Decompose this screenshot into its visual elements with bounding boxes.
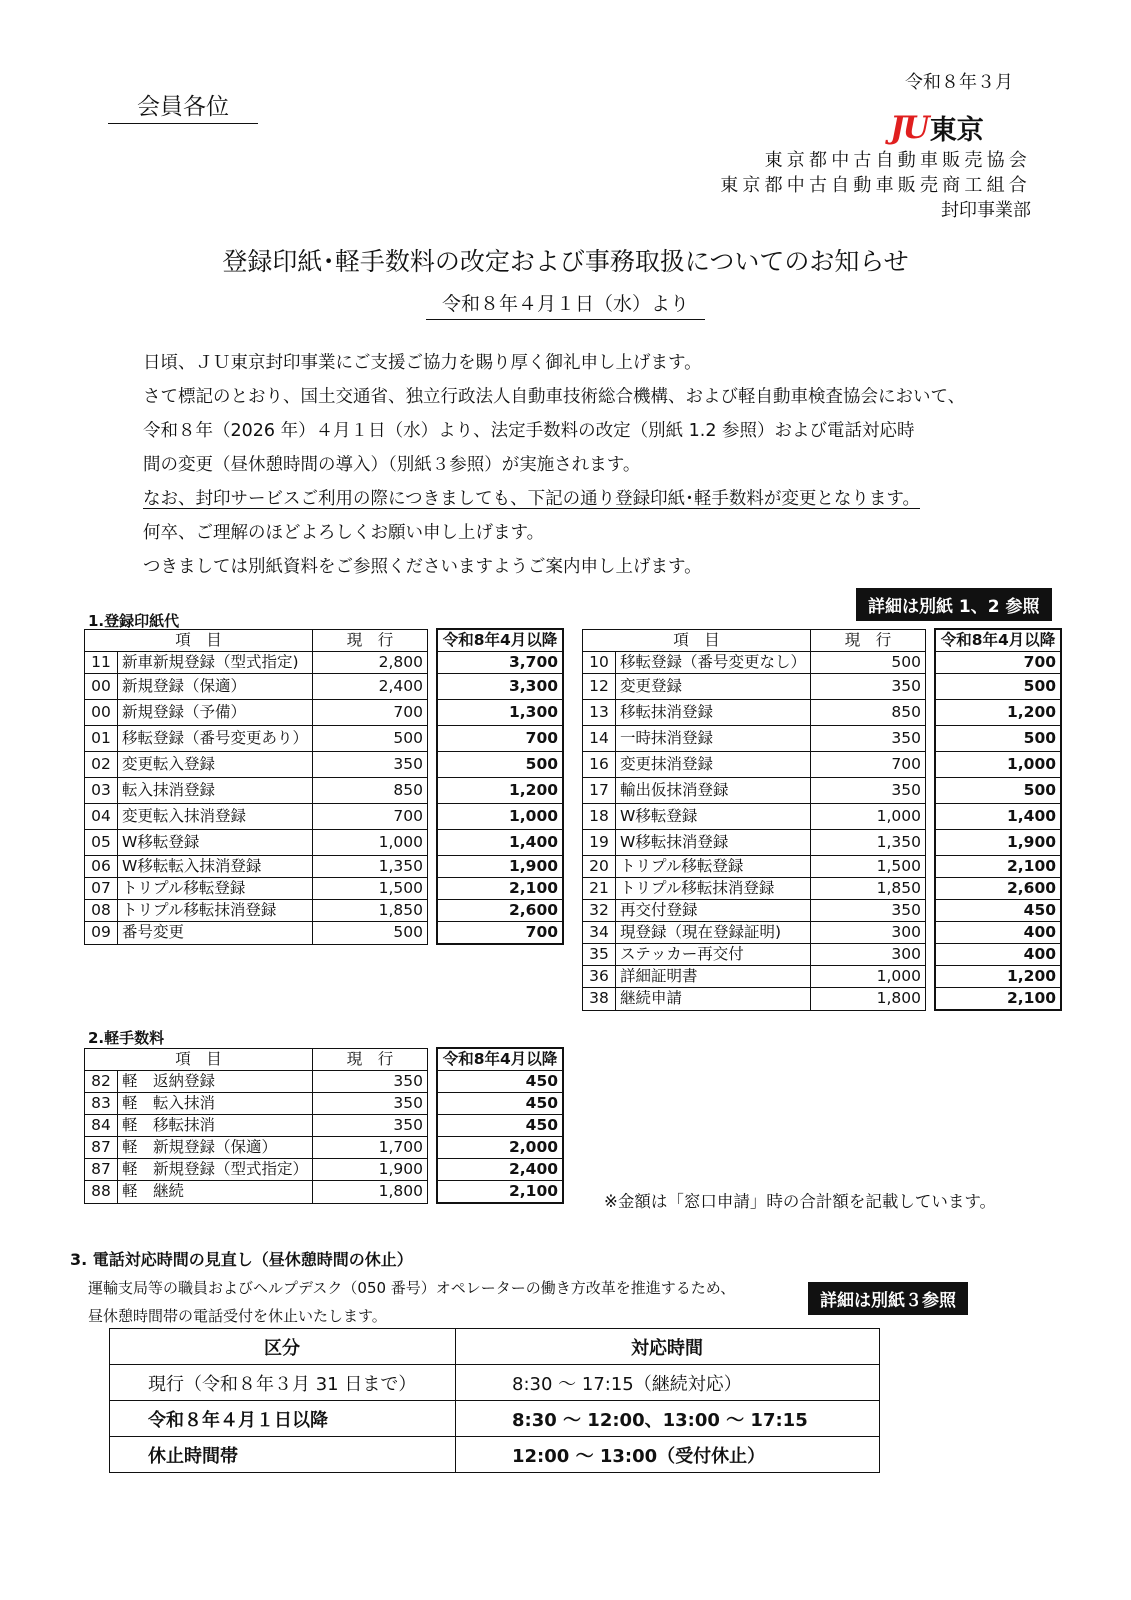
row-code: 00 <box>85 700 118 726</box>
row-new: 1,000 <box>935 752 1061 778</box>
row-new: 2,100 <box>437 878 563 900</box>
table-row <box>583 726 1062 752</box>
row-new: 2,100 <box>935 856 1061 878</box>
table-row <box>85 878 564 900</box>
row-name: 変更抹消登録 <box>616 752 811 778</box>
table-row <box>85 1071 564 1093</box>
row-new: 450 <box>437 1071 563 1093</box>
table-row <box>583 944 1062 966</box>
row-current: 1,350 <box>313 856 428 878</box>
table-row <box>583 752 1062 778</box>
row-new: 1,200 <box>935 700 1061 726</box>
row-new: 500 <box>935 778 1061 804</box>
row-category: 現行（令和８年３月 31 日まで） <box>110 1365 456 1401</box>
row-new: 2,600 <box>437 900 563 922</box>
table-row <box>583 922 1062 944</box>
table-row <box>85 752 564 778</box>
header-current: 現 行 <box>313 1048 428 1071</box>
row-name: 変更転入抹消登録 <box>118 804 313 830</box>
table-row <box>583 878 1062 900</box>
table-header-row <box>110 1329 880 1365</box>
row-name: トリプル移転登録 <box>118 878 313 900</box>
effective-date: 令和８年４月１日（水）より <box>426 289 705 320</box>
row-hours: 8:30 ～ 17:15（継続対応） <box>456 1365 880 1401</box>
header-item: 項 目 <box>85 629 313 652</box>
row-new: 2,000 <box>437 1137 563 1159</box>
row-current: 1,800 <box>811 988 926 1011</box>
row-new: 2,600 <box>935 878 1061 900</box>
row-name: 移転登録（番号変更なし） <box>616 652 811 674</box>
row-name: 詳細証明書 <box>616 966 811 988</box>
row-code: 87 <box>85 1137 118 1159</box>
row-code: 34 <box>583 922 616 944</box>
table-row <box>85 856 564 878</box>
table-row <box>85 1093 564 1115</box>
header-hours: 対応時間 <box>456 1329 880 1365</box>
row-new: 450 <box>935 900 1061 922</box>
row-current: 350 <box>313 1093 428 1115</box>
row-new: 1,400 <box>935 804 1061 830</box>
row-current: 700 <box>313 804 428 830</box>
table-row <box>583 988 1062 1011</box>
body-line-underlined <box>143 482 1043 516</box>
row-current: 500 <box>811 652 926 674</box>
row-new: 700 <box>437 726 563 752</box>
body-line: さて標記のとおり、国土交通省、独立行政法人自動車技術総合機構、および軽自動車検査協会において、 <box>143 387 966 407</box>
row-current: 1,000 <box>313 830 428 856</box>
row-code: 02 <box>85 752 118 778</box>
table-row <box>583 778 1062 804</box>
row-name: 変更転入登録 <box>118 752 313 778</box>
table-row <box>85 652 564 674</box>
row-current: 1,500 <box>313 878 428 900</box>
table-header-row <box>85 1048 564 1071</box>
table-row <box>583 966 1062 988</box>
body-line: 間の変更（昼休憩時間の導入）（別紙３参照）が実施されます。 <box>143 455 641 475</box>
subtitle-wrap <box>0 289 1131 320</box>
row-current: 1,350 <box>811 830 926 856</box>
row-name: 軽 新規登録（保適） <box>118 1137 313 1159</box>
row-current: 700 <box>313 700 428 726</box>
detail-badge-1: 詳細は別紙 1、2 参照 <box>856 588 1052 621</box>
header-category: 区分 <box>110 1329 456 1365</box>
table-row <box>110 1437 880 1473</box>
row-new: 2,400 <box>437 1159 563 1181</box>
phone-hours-table <box>109 1328 880 1473</box>
row-name: 移転登録（番号変更あり） <box>118 726 313 752</box>
row-name: 軽 転入抹消 <box>118 1093 313 1115</box>
row-new: 500 <box>935 674 1061 700</box>
row-code: 38 <box>583 988 616 1011</box>
row-code: 18 <box>583 804 616 830</box>
header-new: 令和8年4月以降 <box>437 1048 563 1071</box>
row-current: 2,800 <box>313 652 428 674</box>
row-name: トリプル移転抹消登録 <box>118 900 313 922</box>
row-new: 450 <box>437 1115 563 1137</box>
underlined-text: なお、封印サービスご利用の際につきましても、下記の通り登録印紙･軽手数料が変更となります。 <box>143 489 920 509</box>
row-name: 転入抹消登録 <box>118 778 313 804</box>
org-name-2: 東京都中古自動車販売商工組合 <box>720 175 1031 196</box>
row-code: 03 <box>85 778 118 804</box>
row-new: 3,700 <box>437 652 563 674</box>
row-hours: 12:00 ～ 13:00（受付休止） <box>456 1437 880 1473</box>
row-name: 一時抹消登録 <box>616 726 811 752</box>
row-hours: 8:30 ～ 12:00、13:00 ～ 17:15 <box>456 1401 880 1437</box>
row-code: 12 <box>583 674 616 700</box>
body-line: つきましては別紙資料をご参照くださいますようご案内申し上げます。 <box>143 557 702 577</box>
row-new: 1,400 <box>437 830 563 856</box>
row-new: 500 <box>935 726 1061 752</box>
row-code: 05 <box>85 830 118 856</box>
row-code: 11 <box>85 652 118 674</box>
row-current: 700 <box>811 752 926 778</box>
table-row <box>583 700 1062 726</box>
row-name: W移転転入抹消登録 <box>118 856 313 878</box>
row-code: 06 <box>85 856 118 878</box>
row-name: 再交付登録 <box>616 900 811 922</box>
row-name: トリプル移転抹消登録 <box>616 878 811 900</box>
table-header-row <box>583 629 1062 652</box>
row-current: 850 <box>313 778 428 804</box>
table-row <box>85 726 564 752</box>
row-current: 1,900 <box>313 1159 428 1181</box>
row-current: 1,500 <box>811 856 926 878</box>
row-name: 輸出仮抹消登録 <box>616 778 811 804</box>
table-row <box>85 700 564 726</box>
row-new: 2,100 <box>935 988 1061 1011</box>
section-2-label: 2.軽手数料 <box>88 1029 165 1047</box>
table-row <box>583 856 1062 878</box>
row-new: 700 <box>437 922 563 945</box>
table-row <box>110 1365 880 1401</box>
table-row <box>583 652 1062 674</box>
body-text <box>143 346 1043 584</box>
row-code: 14 <box>583 726 616 752</box>
row-code: 32 <box>583 900 616 922</box>
table-row <box>85 804 564 830</box>
desc-line: 運輸支局等の職員およびヘルプデスク（050 番号）オペレーターの働き方改革を推進するため、 <box>88 1279 736 1297</box>
org-name-1: 東京都中古自動車販売協会 <box>764 150 1031 171</box>
row-current: 350 <box>811 778 926 804</box>
header-current: 現 行 <box>811 629 926 652</box>
table-header-row <box>85 629 564 652</box>
table-row <box>85 778 564 804</box>
logo-mark: JU <box>890 109 928 146</box>
row-new: 1,300 <box>437 700 563 726</box>
row-code: 01 <box>85 726 118 752</box>
row-category: 令和８年４月１日以降 <box>110 1401 456 1437</box>
row-name: 番号変更 <box>118 922 313 945</box>
row-current: 350 <box>313 1115 428 1137</box>
row-code: 20 <box>583 856 616 878</box>
row-current: 350 <box>811 674 926 700</box>
row-current: 1,800 <box>313 1181 428 1204</box>
section-3-label: 3. 電話対応時間の見直し（昼休憩時間の休止） <box>70 1250 413 1269</box>
row-code: 07 <box>85 878 118 900</box>
row-current: 850 <box>811 700 926 726</box>
row-code: 10 <box>583 652 616 674</box>
header-current: 現 行 <box>313 629 428 652</box>
stamp-fee-table-left <box>84 628 564 945</box>
row-code: 21 <box>583 878 616 900</box>
header-new: 令和8年4月以降 <box>437 629 563 652</box>
table-row <box>85 922 564 945</box>
row-current: 300 <box>811 922 926 944</box>
row-new: 1,200 <box>935 966 1061 988</box>
row-name: 軽 返納登録 <box>118 1071 313 1093</box>
row-current: 2,400 <box>313 674 428 700</box>
table-row <box>583 830 1062 856</box>
row-code: 19 <box>583 830 616 856</box>
table-row <box>85 1159 564 1181</box>
row-code: 83 <box>85 1093 118 1115</box>
row-new: 450 <box>437 1093 563 1115</box>
row-new: 2,100 <box>437 1181 563 1204</box>
row-name: ステッカー再交付 <box>616 944 811 966</box>
row-name: W移転抹消登録 <box>616 830 811 856</box>
amount-note: ※金額は「窓口申請」時の合計額を記載しています。 <box>604 1192 997 1211</box>
table-row <box>583 674 1062 700</box>
header-item: 項 目 <box>85 1048 313 1071</box>
row-new: 1,900 <box>935 830 1061 856</box>
row-name: W移転登録 <box>616 804 811 830</box>
row-code: 09 <box>85 922 118 945</box>
body-line: 令和８年（2026 年）４月１日（水）より、法定手数料の改定（別紙 1.2 参照）および電話対応時 <box>143 421 915 441</box>
section-3-description <box>88 1274 735 1330</box>
stamp-fee-table-right <box>582 628 1062 1011</box>
row-code: 04 <box>85 804 118 830</box>
row-current: 500 <box>313 726 428 752</box>
row-current: 300 <box>811 944 926 966</box>
row-name: 軽 継続 <box>118 1181 313 1204</box>
row-name: 軽 新規登録（型式指定） <box>118 1159 313 1181</box>
row-code: 35 <box>583 944 616 966</box>
row-code: 00 <box>85 674 118 700</box>
header-item: 項 目 <box>583 629 811 652</box>
row-code: 17 <box>583 778 616 804</box>
section-1-label: 1.登録印紙代 <box>88 612 180 630</box>
document-title: 登録印紙･軽手数料の改定および事務取扱についてのお知らせ <box>222 247 909 276</box>
table-row <box>85 900 564 922</box>
table-row <box>85 1181 564 1204</box>
table-row <box>85 1137 564 1159</box>
row-new: 500 <box>437 752 563 778</box>
table-row <box>583 804 1062 830</box>
logo-city: 東京 <box>929 115 984 146</box>
detail-badge-3: 詳細は別紙３参照 <box>808 1282 968 1315</box>
row-code: 87 <box>85 1159 118 1181</box>
row-code: 88 <box>85 1181 118 1204</box>
desc-line: 昼休憩時間帯の電話受付を休止いたします。 <box>88 1307 387 1325</box>
table-row <box>85 830 564 856</box>
row-name: 新車新規登録（型式指定) <box>118 652 313 674</box>
row-current: 1,850 <box>811 878 926 900</box>
ju-tokyo-logo <box>890 108 984 147</box>
org-department: 封印事業部 <box>941 200 1031 221</box>
row-new: 700 <box>935 652 1061 674</box>
row-new: 400 <box>935 944 1061 966</box>
row-code: 08 <box>85 900 118 922</box>
row-name: トリプル移転登録 <box>616 856 811 878</box>
row-name: 現登録（現在登録証明) <box>616 922 811 944</box>
row-new: 3,300 <box>437 674 563 700</box>
header-new: 令和8年4月以降 <box>935 629 1061 652</box>
kei-fee-table <box>84 1047 564 1204</box>
row-name: 新規登録（予備） <box>118 700 313 726</box>
recipient-label: 会員各位 <box>108 88 258 124</box>
row-current: 1,000 <box>811 804 926 830</box>
body-line: 日頃、ＪＵ東京封印事業にご支援ご協力を賜り厚く御礼申し上げます。 <box>143 353 702 373</box>
row-name: 軽 移転抹消 <box>118 1115 313 1137</box>
body-line: 何卒、ご理解のほどよろしくお願い申し上げます。 <box>143 523 545 543</box>
row-name: 新規登録（保適） <box>118 674 313 700</box>
row-current: 1,000 <box>811 966 926 988</box>
row-new: 1,900 <box>437 856 563 878</box>
issue-date: 令和８年３月 <box>905 72 1013 93</box>
row-current: 1,700 <box>313 1137 428 1159</box>
row-current: 350 <box>313 1071 428 1093</box>
row-code: 36 <box>583 966 616 988</box>
row-new: 400 <box>935 922 1061 944</box>
row-code: 84 <box>85 1115 118 1137</box>
row-code: 16 <box>583 752 616 778</box>
row-current: 350 <box>811 726 926 752</box>
table-row <box>110 1401 880 1437</box>
row-current: 500 <box>313 922 428 945</box>
table-row <box>85 1115 564 1137</box>
row-name: 移転抹消登録 <box>616 700 811 726</box>
row-name: 変更登録 <box>616 674 811 700</box>
row-name: 継続申請 <box>616 988 811 1011</box>
table-row <box>583 900 1062 922</box>
row-new: 1,000 <box>437 804 563 830</box>
row-category: 休止時間帯 <box>110 1437 456 1473</box>
row-current: 350 <box>313 752 428 778</box>
row-current: 1,850 <box>313 900 428 922</box>
row-new: 1,200 <box>437 778 563 804</box>
row-name: W移転登録 <box>118 830 313 856</box>
row-current: 350 <box>811 900 926 922</box>
table-row <box>85 674 564 700</box>
row-code: 82 <box>85 1071 118 1093</box>
row-code: 13 <box>583 700 616 726</box>
